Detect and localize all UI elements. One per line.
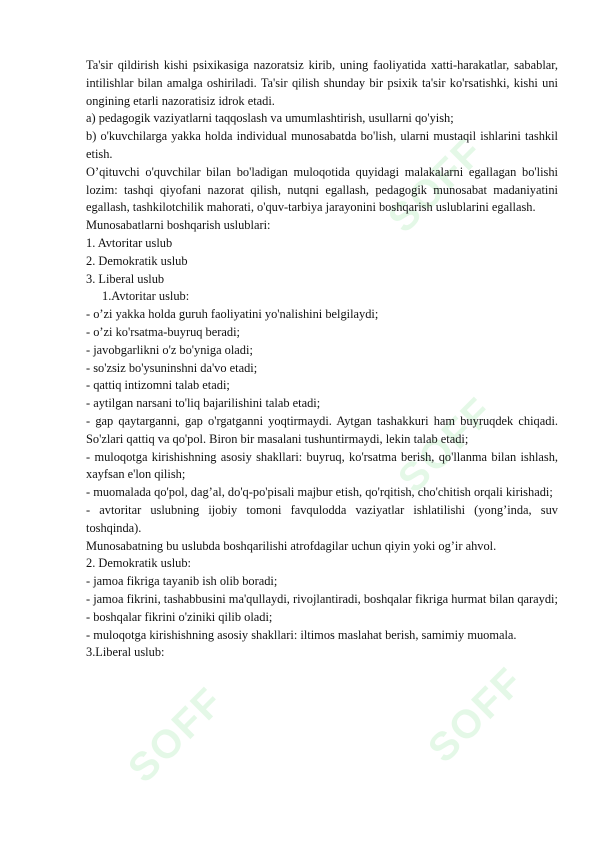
list-item: - muomalada qo'pol, dag’al, do'q-po'pisali majbur etish, qo'rqitish, cho'chitish orqali kirishadi;	[86, 485, 553, 500]
document-body	[86, 57, 558, 662]
list-item: - avtoritar uslubning ijobiy tomoni favqulodda vaziyatlar ishlatilishi (yong’inda, suv toshqinda).	[86, 502, 558, 535]
list-item: - jamoa fikrini, tashabbusini ma'qullaydi, rivojlantiradi, boshqalar fikriga hurmat bilan qaraydi;	[86, 591, 558, 606]
list-item: 1. Avtoritar uslub	[86, 235, 173, 250]
watermark-1: SOFF	[380, 128, 493, 242]
paragraph: a) pedagogik vaziyatlarni taqqoslash va umumlashtirish, usullarni qo'yish;	[86, 111, 454, 126]
list-item: - jamoa fikriga tayanib ish olib boradi;	[86, 574, 278, 589]
section-heading: 1.Avtoritar uslub:	[102, 289, 190, 304]
list-item: - boshqalar fikrini o'ziniki qilib oladi;	[86, 609, 273, 624]
watermark-2: SOFF	[390, 388, 503, 502]
watermark-3: SOFF	[420, 658, 533, 772]
list-item: - aytilgan narsani to'liq bajarilishini talab etadi;	[86, 396, 321, 411]
watermark-4: SOFF	[120, 678, 233, 792]
paragraph: Munosabatlarni boshqarish uslublari:	[86, 218, 271, 233]
paragraph: O’qituvchi o'quvchilar bilan bo'ladigan muloqotida quyidagi malakalarni egallagan bo'lishi lozim: tashqi qiyofani nazorat qilish, nutqni egallash, pedagogik munosabat madaniyatini egallash, tashkilotchilik mahorati, o'quv-tarbiya jarayonini boshqarish uslublarini egallash.	[86, 164, 558, 215]
list-item: - o’zi ko'rsatma-buyruq beradi;	[86, 324, 240, 339]
paragraph: Ta'sir qildirish kishi psixikasiga nazoratsiz kirib, uning faoliyatida xatti-harakatlar, sabablar, intilishlar bilan amalga oshiriladi. Ta'sir qilish shunday bir psixik ta'sir ko'rsatishki, kishi uni ongining etarli nazoratisiz idrok etadi.	[86, 58, 558, 108]
paragraph: Munosabatning bu uslubda boshqarilishi atrofdagilar uchun qiyin yoki og’ir ahvol.	[86, 538, 497, 553]
list-item: - qattiq intizomni talab etadi;	[86, 378, 230, 393]
list-item: - gap qaytarganni, gap o'rgatganni yoqtirmaydi. Aytgan tashakkuri ham buyruqdek chiqadi. So'zlari qattiq va qo'pol. Biron bir masalani tushuntirmaydi, lekin talab etadi;	[86, 413, 558, 446]
list-item: - javobgarlikni o'z bo'yniga oladi;	[86, 342, 253, 357]
list-item: - muloqotga kirishishning asosiy shakllari: iltimos maslahat berish, samimiy muomala.	[86, 627, 517, 642]
paragraph: b) o'kuvchilarga yakka holda individual munosabatda bo'lish, ularni mustaqil ishlarini tashkil etish.	[86, 129, 558, 161]
list-item: 3. Liberal uslub	[86, 271, 165, 286]
section-heading: 3.Liberal uslub:	[86, 645, 165, 660]
list-item: - o’zi yakka holda guruh faoliyatini yo'nalishini belgilaydi;	[86, 307, 379, 322]
section-heading: 2. Demokratik uslub:	[86, 556, 191, 571]
list-item: - muloqotga kirishishning asosiy shakllari: buyruq, ko'rsatma berish, qo'llanma bilan ishlash, xayfsan e'lon qilish;	[86, 449, 558, 482]
list-item: 2. Demokratik uslub	[86, 253, 188, 268]
list-item: - so'zsiz bo'ysuninshni da'vo etadi;	[86, 360, 258, 375]
